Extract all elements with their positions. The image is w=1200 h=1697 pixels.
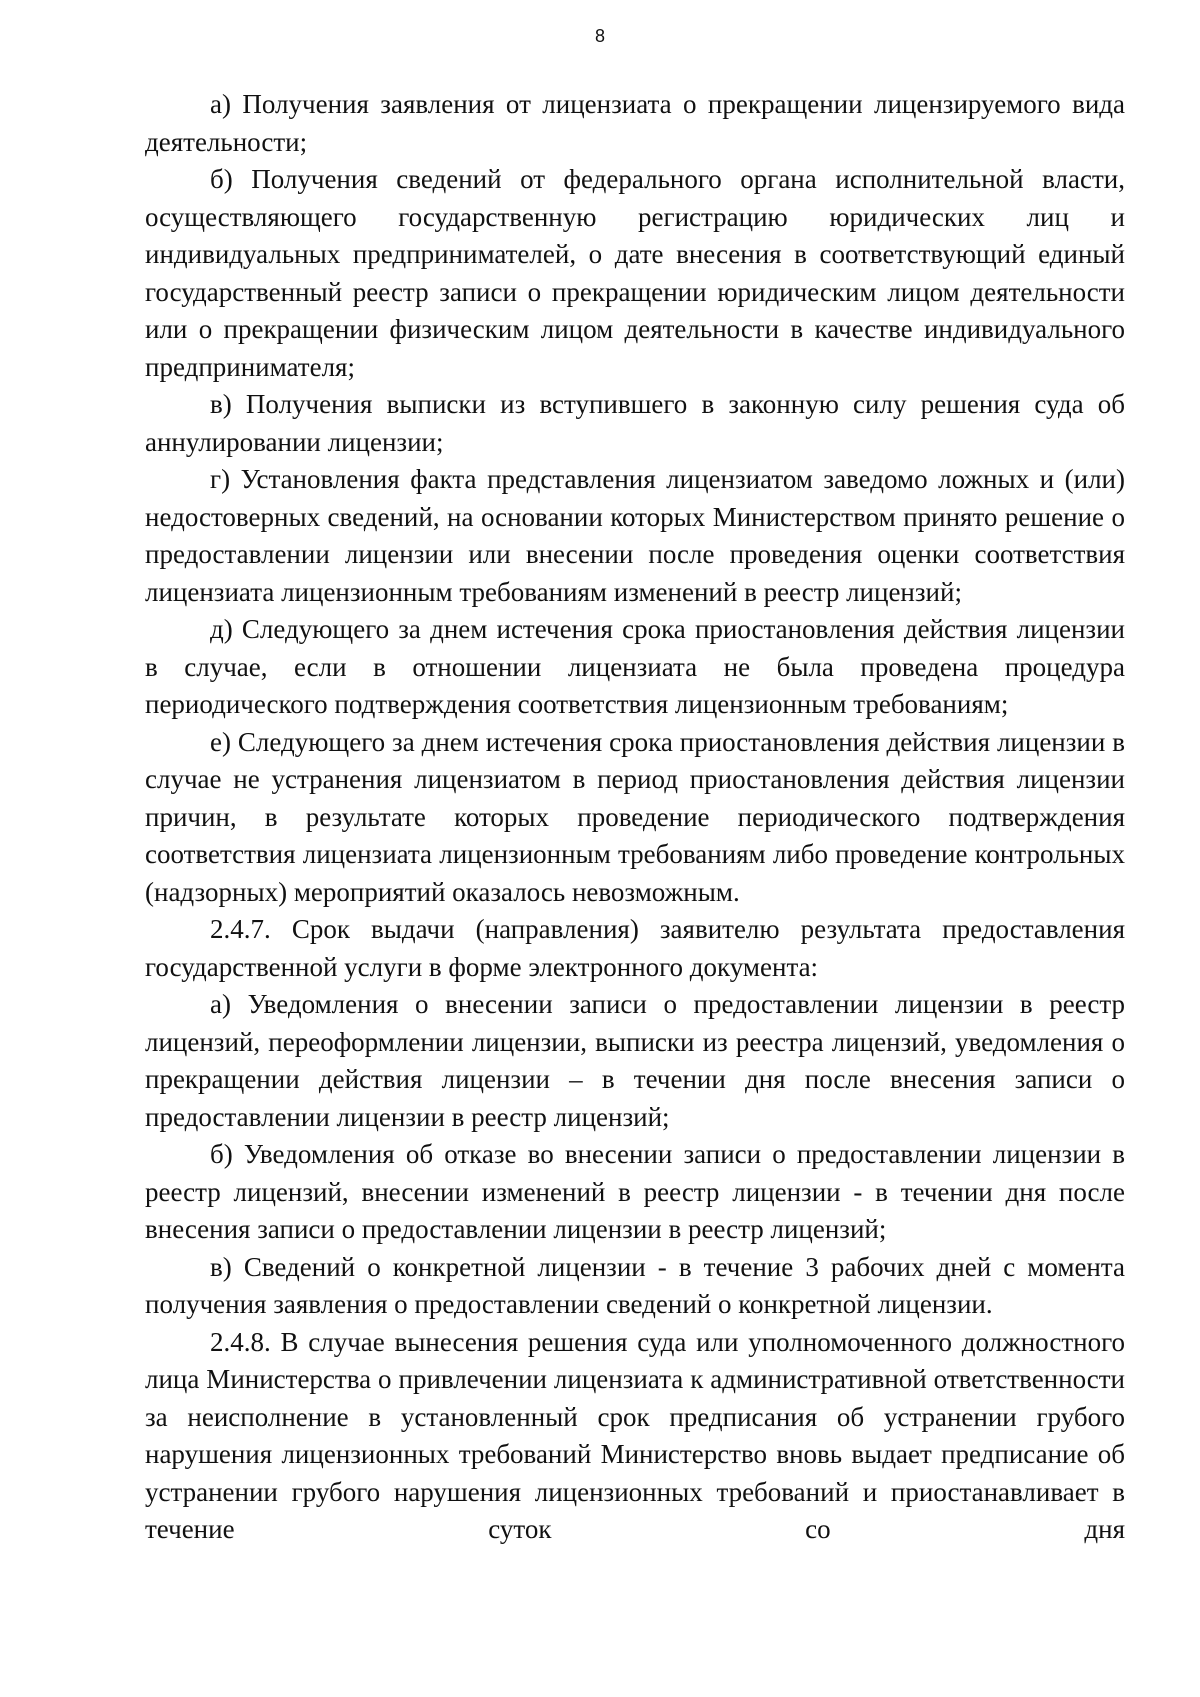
paragraph-2-4-7-b-refusal-notification: б) Уведомления об отказе во внесении записи о предоставлении лицензии в реестр лицензий, внесении изменений в реестр лицензии - в течении дня после внесения записи о предоставлении лицензии в реестр лицензий;: [145, 1139, 1125, 1244]
paragraph-2-4-7-delivery-term: 2.4.7. Срок выдачи (направления) заявителю результата предоставления государственной услуги в форме электронного документа:: [145, 914, 1125, 982]
paragraph-b-registry-record: б) Получения сведений от федерального органа исполнительной власти, осуществляющего государственную регистрацию юридических лиц и индивидуальных предпринимателей, о дате внесения в соответствующий единый государственный реестр записи о прекращении юридическим лицом деятельности или о прекращении физическим лицом деятельности в качестве индивидуального предпринимателя;: [145, 164, 1125, 382]
paragraph-f-suspension-not-resolved: е) Следующего за днем истечения срока приостановления действия лицензии в случае не устранения лицензиатом в период приостановления действия лицензии причин, в результате которых проведение периодического подтверждения соответствия лицензиата лицензионным требованиям либо проведение контрольных (надзорных) мероприятий оказалось невозможным.: [145, 726, 1125, 907]
paragraph-2-4-8-court-decision: 2.4.8. В случае вынесения решения суда или уполномоченного должностного лица Министерства о привлечении лицензиата к административной ответственности за неисполнение в установленный срок предписания об устранении грубого нарушения лицензионных требований Министерство вновь выдает предписание об устранении грубого нарушения лицензионных требований и приостанавливает в течение суток со дня: [145, 1326, 1125, 1544]
paragraph-2-4-7-c-license-information: в) Сведений о конкретной лицензии - в течение 3 рабочих дней с момента получения заявления о предоставлении сведений о конкретной лицензии.: [145, 1251, 1125, 1319]
page-number: 8: [594, 26, 605, 46]
paragraph-a-termination-application: а) Получения заявления от лицензиата о прекращении лицензируемого вида деятельности;: [145, 89, 1125, 157]
paragraph-d-false-information: г) Установления факта представления лицензиатом заведомо ложных и (или) недостоверных сведений, на основании которых Министерством принято решение о предоставлении лицензии или внесении после проведения оценки соответствия лицензиата лицензионным требованиям изменений в реестр лицензий;: [145, 464, 1125, 607]
paragraph-2-4-7-a-notification: а) Уведомления о внесении записи о предоставлении лицензии в реестр лицензий, переоформлении лицензии, выписки из реестра лицензий, уведомления о прекращении действия лицензии – в течении дня после внесения записи о предоставлении лицензии в реестр лицензий;: [145, 989, 1125, 1132]
document-body: [145, 86, 1125, 1549]
paragraph-e-suspension-no-confirmation: д) Следующего за днем истечения срока приостановления действия лицензии в случае, если в отношении лицензиата не была проведена процедура периодического подтверждения соответствия лицензионным требованиям;: [145, 614, 1125, 719]
paragraph-c-court-decision: в) Получения выписки из вступившего в законную силу решения суда об аннулировании лицензии;: [145, 389, 1125, 457]
